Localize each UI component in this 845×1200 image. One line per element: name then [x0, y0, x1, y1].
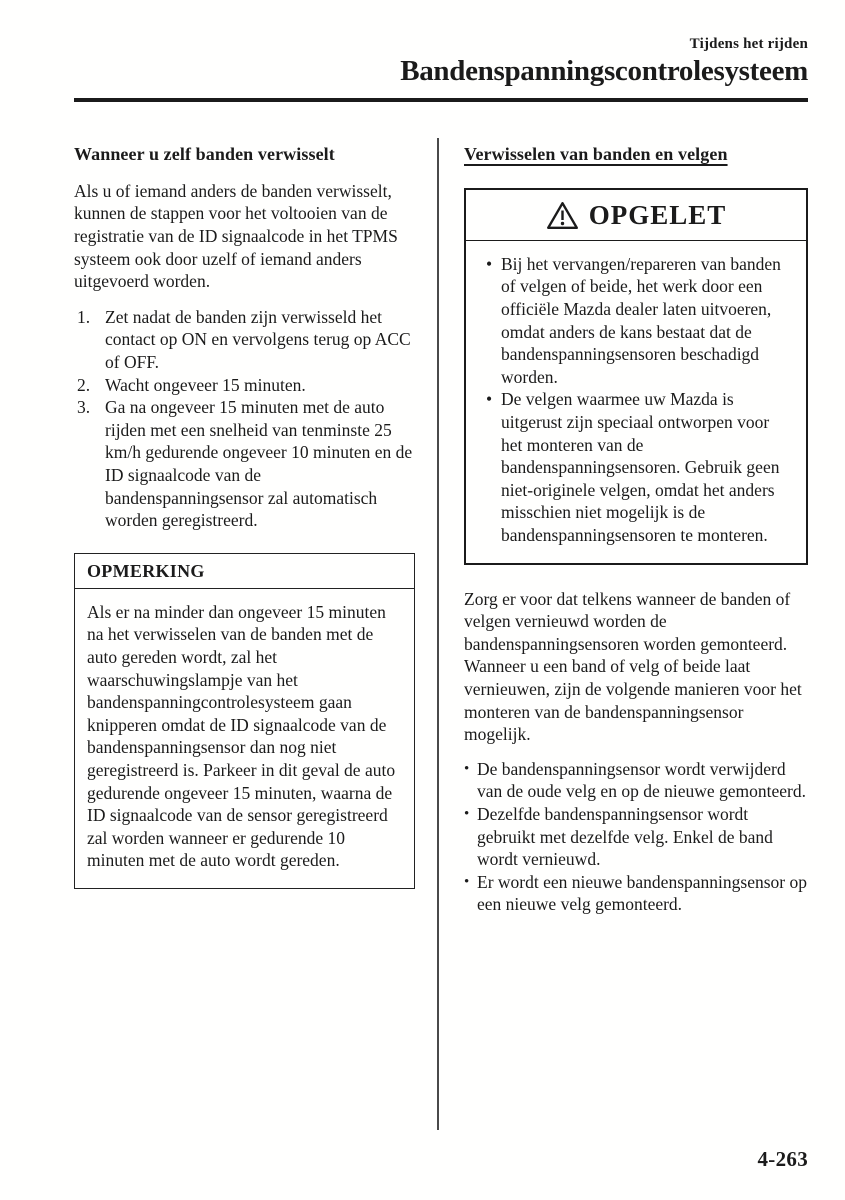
mount-option-item: • Er wordt een nieuwe bandenspanningsensor op een nieuwe velg gemonteerd. — [464, 871, 808, 916]
header-rule — [74, 98, 808, 102]
caution-box-header — [466, 190, 806, 241]
steps-list — [74, 306, 415, 532]
caution-box-title: OPGELET — [588, 199, 727, 230]
note-box-text: Als er na minder dan ongeveer 15 minuten na het verwisselen van de banden met de auto gereden wordt, zal het waarschuwingslampje van het bandenspanningcontrolesysteem gaan knipperen omdat de ID signaalcode van de bandenspanningsensor dan nog niet geregistreerd is. Parkeer in dit geval de auto gedurende ongeveer 15 minuten, waarna de ID signaalcode van de sensor geregistreerd zal worden wanneer er gedurende 10 minuten met de auto wordt gereden. — [87, 601, 396, 871]
left-column — [74, 138, 415, 1130]
note-box-title: OPMERKING — [75, 554, 414, 589]
right-section-heading: Verwisselen van banden en velgen — [464, 143, 728, 164]
page-title: Bandenspanningscontrolesysteem — [400, 55, 808, 87]
step-item: Wacht ongeveer 15 minuten. — [105, 374, 306, 395]
step-item: Ga na ongeveer 15 minuten met de auto rijden met een snelheid van tenminste 25 km/h gedurende ongeveer 10 minuten en de ID signaalcode van de bandenspanningsensor zal automatisch worden geregistreerd. — [105, 397, 413, 531]
page-footer — [758, 1147, 809, 1172]
mount-options-list — [464, 758, 808, 916]
note-box-body — [75, 589, 414, 888]
page-number: 4-263 — [757, 1147, 808, 1171]
intro-paragraph: Als u of iemand anders de banden verwisselt, kunnen de stappen voor het voltooien van de registratie van de ID signaalcode in het TPMS systeem ook door uzelf of iemand anders uitgevoerd worden. — [74, 180, 398, 292]
caution-box — [464, 188, 808, 565]
page-header — [74, 36, 808, 102]
step-item: Zet nadat de banden zijn verwisseld het contact op ON en vervolgens terug op ACC of OFF. — [105, 306, 411, 373]
mount-options-paragraph: Wanneer u een band of velg of beide laat vernieuwen, zijn de volgende manieren voor het monteren van de bandenspanningsensor mogelijk. — [464, 656, 802, 745]
mount-option-item: • De bandenspanningsensor wordt verwijderd van de oude velg en op de nieuwe gemonteerd. — [464, 758, 808, 803]
caution-item: • De velgen waarmee uw Mazda is uitgerust zijn speciaal ontworpen voor het monteren van de bandenspanningsensoren. Gebruik geen niet-originele velgen, omdat het anders misschien niet mogelijk is de bandenspanningsensoren te monteren. — [484, 388, 792, 546]
right-column — [464, 138, 808, 1130]
caution-item: • Bij het vervangen/repareren van banden of velgen of beide, het werk door een officiële Mazda dealer laten uitvoeren, omdat anders de kans bestaat dat de bandenspanningsensoren beschadigd worden. — [484, 253, 792, 389]
mount-sensors-paragraph: Zorg er voor dat telkens wanneer de banden of velgen vernieuwd worden de bandenspanningsensoren worden gemonteerd. — [464, 588, 791, 654]
caution-items-list — [466, 241, 806, 563]
left-section-heading: Wanneer u zelf banden verwisselt — [74, 143, 335, 164]
mount-option-item: • Dezelfde bandenspanningsensor wordt gebruikt met dezelfde velg. Enkel de band wordt vernieuwd. — [464, 803, 808, 871]
section-breadcrumb: Tijdens het rijden — [689, 36, 808, 52]
column-divider — [437, 138, 439, 1130]
note-box — [74, 553, 415, 889]
warning-triangle-icon — [546, 201, 579, 230]
two-column-layout — [74, 138, 808, 1130]
